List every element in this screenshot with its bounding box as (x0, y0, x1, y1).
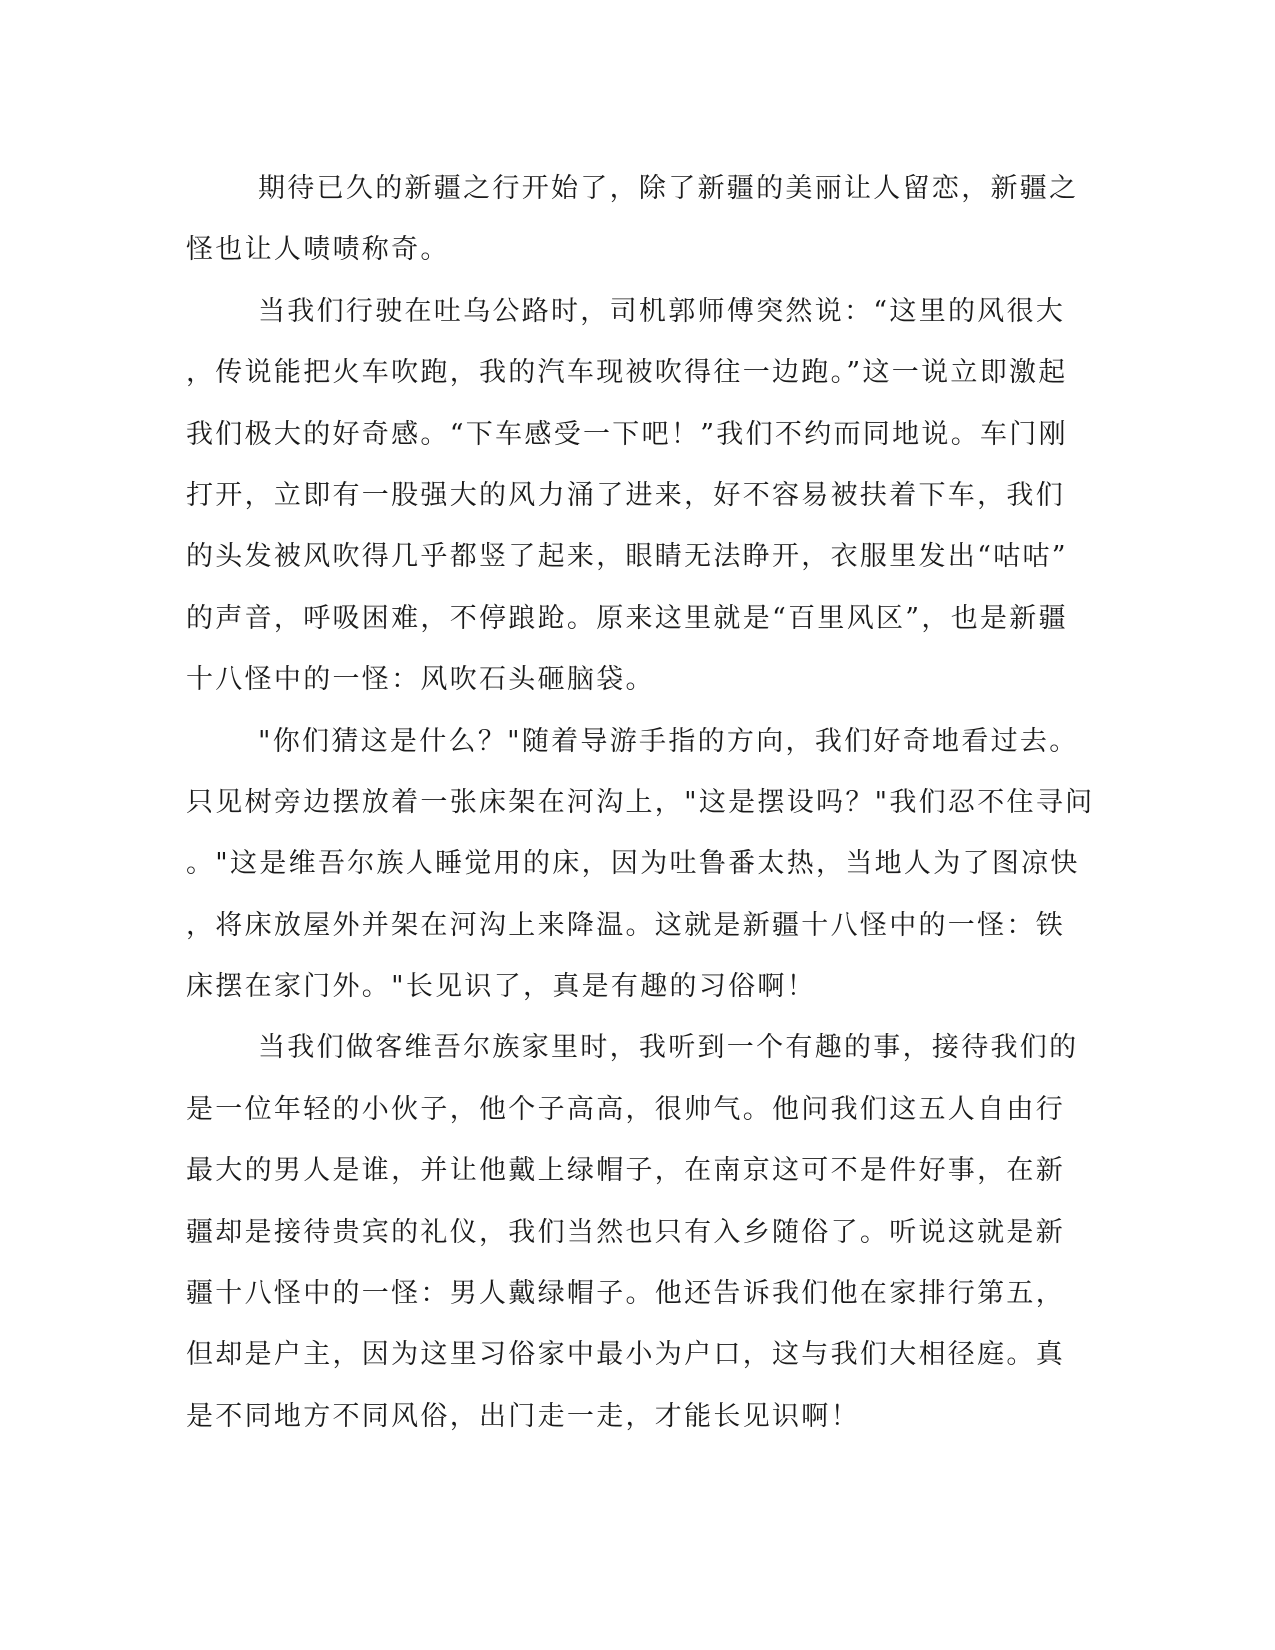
text-line: 但却是户主，因为这里习俗家中最小为户口，这与我们大相径庭。真 (186, 1339, 1065, 1371)
essay-body (186, 158, 1095, 1447)
text-line: 的头发被风吹得几乎都竖了起来，眼睛无法睁开，衣服里发出“咕咕” (186, 541, 1068, 573)
text-line: 最大的男人是谁，并让他戴上绿帽子，在南京这可不是件好事，在新 (186, 1155, 1065, 1187)
text-line: 期待已久的新疆之行开始了，除了新疆的美丽让人留恋，新疆之 (258, 173, 1079, 204)
text-line: 打开，立即有一股强大的风力涌了进来，好不容易被扶着下车，我们 (186, 479, 1065, 511)
text-line: 疆却是接待贵宾的礼仪，我们当然也只有入乡随俗了。听说这就是新 (186, 1216, 1065, 1248)
text-line: "你们猜这是什么？"随着导游手指的方向，我们好奇地看过去。 (258, 725, 1079, 757)
text-line: 疆十八怪中的一怪：男人戴绿帽子。他还告诉我们他在家排行第五， (186, 1278, 1065, 1310)
text-line: 是不同地方不同风俗，出门走一走，才能长见识啊！ (186, 1400, 860, 1432)
text-line: 床摆在家门外。"长见识了，真是有趣的习俗啊！ (186, 971, 817, 1003)
text-line: 当我们行驶在吐乌公路时，司机郭师傅突然说：“这里的风很大 (258, 295, 1066, 327)
text-line: 怪也让人啧啧称奇。 (186, 234, 450, 266)
text-line: 当我们做客维吾尔族家里时，我听到一个有趣的事，接待我们的 (258, 1032, 1079, 1064)
text-line: 十八怪中的一怪：风吹石头砸脑袋。 (186, 664, 655, 696)
text-line: 只见树旁边摆放着一张床架在河沟上，"这是摆设吗？"我们忍不住寻问 (186, 786, 1095, 818)
text-line: 。"这是维吾尔族人睡觉用的床，因为吐鲁番太热，当地人为了图凉快 (186, 848, 1080, 880)
text-line: 我们极大的好奇感。“下车感受一下吧！”我们不约而同地说。车门刚 (186, 418, 1068, 450)
text-line: ，传说能把火车吹跑，我的汽车现被吹得往一边跑。”这一说立即激起 (186, 357, 1068, 389)
text-line: ，将床放屋外并架在河沟上来降温。这就是新疆十八怪中的一怪：铁 (186, 909, 1065, 941)
text-line: 是一位年轻的小伙子，他个子高高，很帅气。他问我们这五人自由行 (186, 1093, 1065, 1125)
text-line: 的声音，呼吸困难，不停踉跄。原来这里就是“百里风区”，也是新疆 (186, 602, 1068, 634)
